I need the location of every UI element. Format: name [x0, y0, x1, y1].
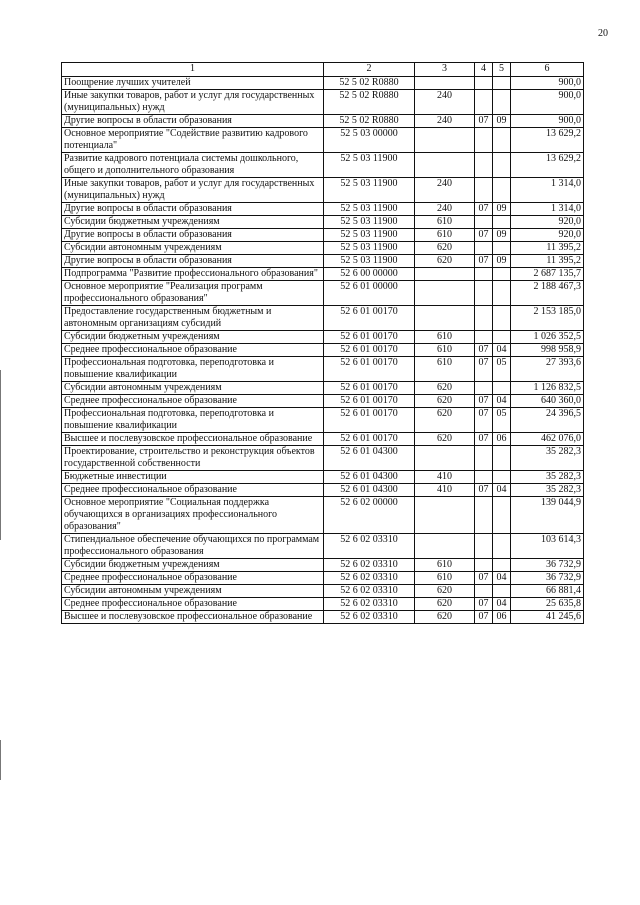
cell-section: 07 [475, 115, 493, 128]
cell-section [475, 216, 493, 229]
cell-expense-type: 610 [415, 559, 475, 572]
cell-subsection [493, 268, 511, 281]
cell-expense-type: 240 [415, 203, 475, 216]
cell-amount: 35 282,3 [511, 446, 584, 471]
cell-target-article: 52 6 01 00170 [324, 382, 415, 395]
page-number: 20 [598, 28, 608, 39]
cell-name: Субсидии бюджетным учреждениям [62, 331, 324, 344]
cell-name: Субсидии бюджетным учреждениям [62, 216, 324, 229]
cell-section [475, 77, 493, 90]
header-cell-expense-type: 3 [415, 63, 475, 77]
cell-target-article: 52 6 02 03310 [324, 534, 415, 559]
table-row [62, 585, 584, 598]
cell-target-article: 52 6 01 00000 [324, 281, 415, 306]
cell-subsection: 09 [493, 115, 511, 128]
cell-expense-type: 620 [415, 408, 475, 433]
cell-subsection [493, 90, 511, 115]
cell-target-article: 52 6 01 00170 [324, 344, 415, 357]
cell-expense-type [415, 534, 475, 559]
cell-amount: 1 314,0 [511, 178, 584, 203]
budget-table [61, 62, 584, 624]
cell-target-article: 52 6 01 00170 [324, 408, 415, 433]
table-row [62, 344, 584, 357]
cell-subsection [493, 281, 511, 306]
cell-name: Другие вопросы в области образования [62, 229, 324, 242]
cell-subsection: 05 [493, 357, 511, 382]
cell-expense-type: 610 [415, 344, 475, 357]
cell-section [475, 559, 493, 572]
cell-amount: 13 629,2 [511, 128, 584, 153]
cell-name: Подпрограмма "Развитие профессионального образования" [62, 268, 324, 281]
cell-amount: 900,0 [511, 90, 584, 115]
cell-name: Основное мероприятие "Содействие развитию кадрового потенциала" [62, 128, 324, 153]
cell-name: Среднее профессиональное образование [62, 572, 324, 585]
cell-subsection [493, 446, 511, 471]
cell-name: Субсидии автономным учреждениям [62, 585, 324, 598]
cell-amount: 2 687 135,7 [511, 268, 584, 281]
cell-amount: 998 958,9 [511, 344, 584, 357]
table-row [62, 203, 584, 216]
cell-amount: 920,0 [511, 216, 584, 229]
cell-expense-type: 240 [415, 178, 475, 203]
cell-target-article: 52 6 01 04300 [324, 484, 415, 497]
cell-section [475, 446, 493, 471]
cell-subsection: 04 [493, 572, 511, 585]
cell-target-article: 52 6 02 03310 [324, 559, 415, 572]
cell-subsection [493, 534, 511, 559]
table-row [62, 572, 584, 585]
cell-subsection: 04 [493, 484, 511, 497]
cell-section: 07 [475, 572, 493, 585]
table-body [62, 77, 584, 624]
cell-subsection: 09 [493, 203, 511, 216]
cell-expense-type: 410 [415, 484, 475, 497]
table-row [62, 484, 584, 497]
cell-target-article: 52 6 01 00170 [324, 331, 415, 344]
cell-target-article: 52 5 03 11900 [324, 216, 415, 229]
cell-section [475, 497, 493, 534]
cell-name: Другие вопросы в области образования [62, 255, 324, 268]
cell-expense-type: 620 [415, 382, 475, 395]
cell-name: Основное мероприятие "Социальная поддержка обучающихся в организациях профессионального образования" [62, 497, 324, 534]
cell-target-article: 52 6 01 04300 [324, 446, 415, 471]
cell-amount: 462 076,0 [511, 433, 584, 446]
cell-amount: 36 732,9 [511, 572, 584, 585]
cell-expense-type: 610 [415, 331, 475, 344]
cell-subsection [493, 306, 511, 331]
cell-target-article: 52 6 01 00170 [324, 433, 415, 446]
cell-expense-type [415, 446, 475, 471]
cell-target-article: 52 6 01 00170 [324, 306, 415, 331]
cell-section: 07 [475, 598, 493, 611]
cell-subsection [493, 559, 511, 572]
table-row [62, 128, 584, 153]
cell-subsection: 04 [493, 344, 511, 357]
cell-section: 07 [475, 357, 493, 382]
table-row [62, 559, 584, 572]
cell-name: Другие вопросы в области образования [62, 115, 324, 128]
cell-name: Бюджетные инвестиции [62, 471, 324, 484]
cell-expense-type: 620 [415, 395, 475, 408]
cell-expense-type: 620 [415, 255, 475, 268]
cell-name: Предоставление государственным бюджетным и автономным организациям субсидий [62, 306, 324, 331]
cell-section: 07 [475, 255, 493, 268]
cell-amount: 1 026 352,5 [511, 331, 584, 344]
cell-amount: 139 044,9 [511, 497, 584, 534]
cell-target-article: 52 5 03 00000 [324, 128, 415, 153]
table-row [62, 153, 584, 178]
table-row [62, 255, 584, 268]
cell-section: 07 [475, 344, 493, 357]
cell-name: Иные закупки товаров, работ и услуг для государственных (муниципальных) нужд [62, 178, 324, 203]
cell-name: Высшее и послевузовское профессиональное образование [62, 611, 324, 624]
cell-name: Среднее профессиональное образование [62, 344, 324, 357]
cell-expense-type: 610 [415, 229, 475, 242]
cell-expense-type: 610 [415, 357, 475, 382]
cell-expense-type: 620 [415, 433, 475, 446]
cell-section [475, 128, 493, 153]
cell-expense-type [415, 77, 475, 90]
header-cell-subsection: 5 [493, 63, 511, 77]
cell-subsection: 04 [493, 598, 511, 611]
cell-section [475, 153, 493, 178]
cell-amount: 27 393,6 [511, 357, 584, 382]
cell-name: Среднее профессиональное образование [62, 598, 324, 611]
cell-section [475, 178, 493, 203]
cell-subsection: 04 [493, 395, 511, 408]
table-row [62, 229, 584, 242]
table-row [62, 357, 584, 382]
table-row [62, 90, 584, 115]
cell-amount: 640 360,0 [511, 395, 584, 408]
cell-target-article: 52 6 01 00170 [324, 395, 415, 408]
cell-amount: 24 396,5 [511, 408, 584, 433]
cell-amount: 11 395,2 [511, 242, 584, 255]
cell-subsection: 06 [493, 433, 511, 446]
cell-name: Субсидии бюджетным учреждениям [62, 559, 324, 572]
cell-expense-type: 410 [415, 471, 475, 484]
cell-target-article: 52 5 03 11900 [324, 178, 415, 203]
cell-section [475, 90, 493, 115]
cell-subsection [493, 471, 511, 484]
cell-target-article: 52 6 01 04300 [324, 471, 415, 484]
cell-amount: 41 245,6 [511, 611, 584, 624]
cell-expense-type: 610 [415, 572, 475, 585]
cell-name: Другие вопросы в области образования [62, 203, 324, 216]
cell-target-article: 52 6 00 00000 [324, 268, 415, 281]
cell-section [475, 268, 493, 281]
cell-name: Проектирование, строительство и реконструкция объектов государственной собственности [62, 446, 324, 471]
header-cell-section: 4 [475, 63, 493, 77]
cell-expense-type: 620 [415, 598, 475, 611]
cell-amount: 1 314,0 [511, 203, 584, 216]
cell-target-article: 52 5 03 11900 [324, 153, 415, 178]
table-row [62, 268, 584, 281]
cell-name: Среднее профессиональное образование [62, 484, 324, 497]
cell-name: Иные закупки товаров, работ и услуг для государственных (муниципальных) нужд [62, 90, 324, 115]
cell-target-article: 52 5 03 11900 [324, 255, 415, 268]
cell-amount: 103 614,3 [511, 534, 584, 559]
table-row [62, 497, 584, 534]
cell-subsection [493, 497, 511, 534]
cell-section: 07 [475, 484, 493, 497]
cell-expense-type: 620 [415, 585, 475, 598]
cell-amount: 1 126 832,5 [511, 382, 584, 395]
cell-amount: 25 635,8 [511, 598, 584, 611]
cell-target-article: 52 6 02 03310 [324, 611, 415, 624]
cell-amount: 66 881,4 [511, 585, 584, 598]
cell-section [475, 471, 493, 484]
cell-section [475, 306, 493, 331]
cell-name: Основное мероприятие "Реализация программ профессионального образования" [62, 281, 324, 306]
table-row [62, 534, 584, 559]
table-row [62, 178, 584, 203]
table-row [62, 598, 584, 611]
cell-name: Среднее профессиональное образование [62, 395, 324, 408]
cell-section: 07 [475, 229, 493, 242]
cell-target-article: 52 6 02 00000 [324, 497, 415, 534]
cell-section: 07 [475, 611, 493, 624]
cell-expense-type: 620 [415, 611, 475, 624]
cell-section [475, 281, 493, 306]
cell-section: 07 [475, 433, 493, 446]
cell-amount: 35 282,3 [511, 484, 584, 497]
cell-expense-type [415, 306, 475, 331]
cell-amount: 900,0 [511, 115, 584, 128]
cell-subsection: 05 [493, 408, 511, 433]
cell-amount: 920,0 [511, 229, 584, 242]
cell-expense-type [415, 268, 475, 281]
page-edge-mark [0, 370, 1, 540]
cell-subsection: 06 [493, 611, 511, 624]
table-row [62, 382, 584, 395]
table-row [62, 281, 584, 306]
cell-expense-type: 240 [415, 115, 475, 128]
cell-expense-type [415, 281, 475, 306]
cell-section: 07 [475, 395, 493, 408]
cell-section [475, 242, 493, 255]
cell-subsection: 09 [493, 229, 511, 242]
cell-name: Поощрение лучших учителей [62, 77, 324, 90]
header-cell-amount: 6 [511, 63, 584, 77]
cell-expense-type [415, 128, 475, 153]
cell-subsection [493, 331, 511, 344]
cell-target-article: 52 6 01 00170 [324, 357, 415, 382]
cell-section [475, 331, 493, 344]
table-row [62, 77, 584, 90]
table-row [62, 216, 584, 229]
header-row [62, 63, 584, 77]
table-row [62, 331, 584, 344]
cell-expense-type [415, 497, 475, 534]
cell-amount: 13 629,2 [511, 153, 584, 178]
cell-expense-type: 610 [415, 216, 475, 229]
header-cell-target-article: 2 [324, 63, 415, 77]
page-edge-mark [0, 740, 1, 780]
table-row [62, 306, 584, 331]
cell-target-article: 52 5 02 R0880 [324, 77, 415, 90]
cell-target-article: 52 6 02 03310 [324, 572, 415, 585]
cell-amount: 36 732,9 [511, 559, 584, 572]
cell-subsection [493, 128, 511, 153]
cell-target-article: 52 6 02 03310 [324, 598, 415, 611]
cell-section: 07 [475, 203, 493, 216]
cell-subsection [493, 77, 511, 90]
header-cell-name: 1 [62, 63, 324, 77]
table-row [62, 446, 584, 471]
cell-subsection: 09 [493, 255, 511, 268]
cell-target-article: 52 5 03 11900 [324, 242, 415, 255]
cell-target-article: 52 5 02 R0880 [324, 90, 415, 115]
cell-amount: 35 282,3 [511, 471, 584, 484]
cell-section: 07 [475, 408, 493, 433]
cell-section [475, 382, 493, 395]
table-row [62, 433, 584, 446]
cell-subsection [493, 153, 511, 178]
cell-name: Профессиональная подготовка, переподготовка и повышение квалификации [62, 408, 324, 433]
cell-section [475, 534, 493, 559]
cell-expense-type [415, 153, 475, 178]
cell-subsection [493, 216, 511, 229]
cell-name: Профессиональная подготовка, переподготовка и повышение квалификации [62, 357, 324, 382]
table-row [62, 242, 584, 255]
cell-name: Стипендиальное обеспечение обучающихся по программам профессионального образования [62, 534, 324, 559]
cell-subsection [493, 382, 511, 395]
cell-target-article: 52 5 02 R0880 [324, 115, 415, 128]
cell-expense-type: 620 [415, 242, 475, 255]
cell-expense-type: 240 [415, 90, 475, 115]
cell-section [475, 585, 493, 598]
table-row [62, 408, 584, 433]
cell-subsection [493, 242, 511, 255]
table-header [62, 63, 584, 77]
cell-target-article: 52 5 03 11900 [324, 203, 415, 216]
cell-amount: 2 188 467,3 [511, 281, 584, 306]
table-row [62, 611, 584, 624]
cell-amount: 2 153 185,0 [511, 306, 584, 331]
table-row [62, 395, 584, 408]
cell-name: Развитие кадрового потенциала системы дошкольного, общего и дополнительного образования [62, 153, 324, 178]
cell-subsection [493, 178, 511, 203]
table-row [62, 115, 584, 128]
cell-subsection [493, 585, 511, 598]
cell-name: Субсидии автономным учреждениям [62, 242, 324, 255]
cell-amount: 11 395,2 [511, 255, 584, 268]
cell-target-article: 52 6 02 03310 [324, 585, 415, 598]
cell-name: Субсидии автономным учреждениям [62, 382, 324, 395]
table-row [62, 471, 584, 484]
cell-name: Высшее и послевузовское профессиональное образование [62, 433, 324, 446]
cell-target-article: 52 5 03 11900 [324, 229, 415, 242]
cell-amount: 900,0 [511, 77, 584, 90]
